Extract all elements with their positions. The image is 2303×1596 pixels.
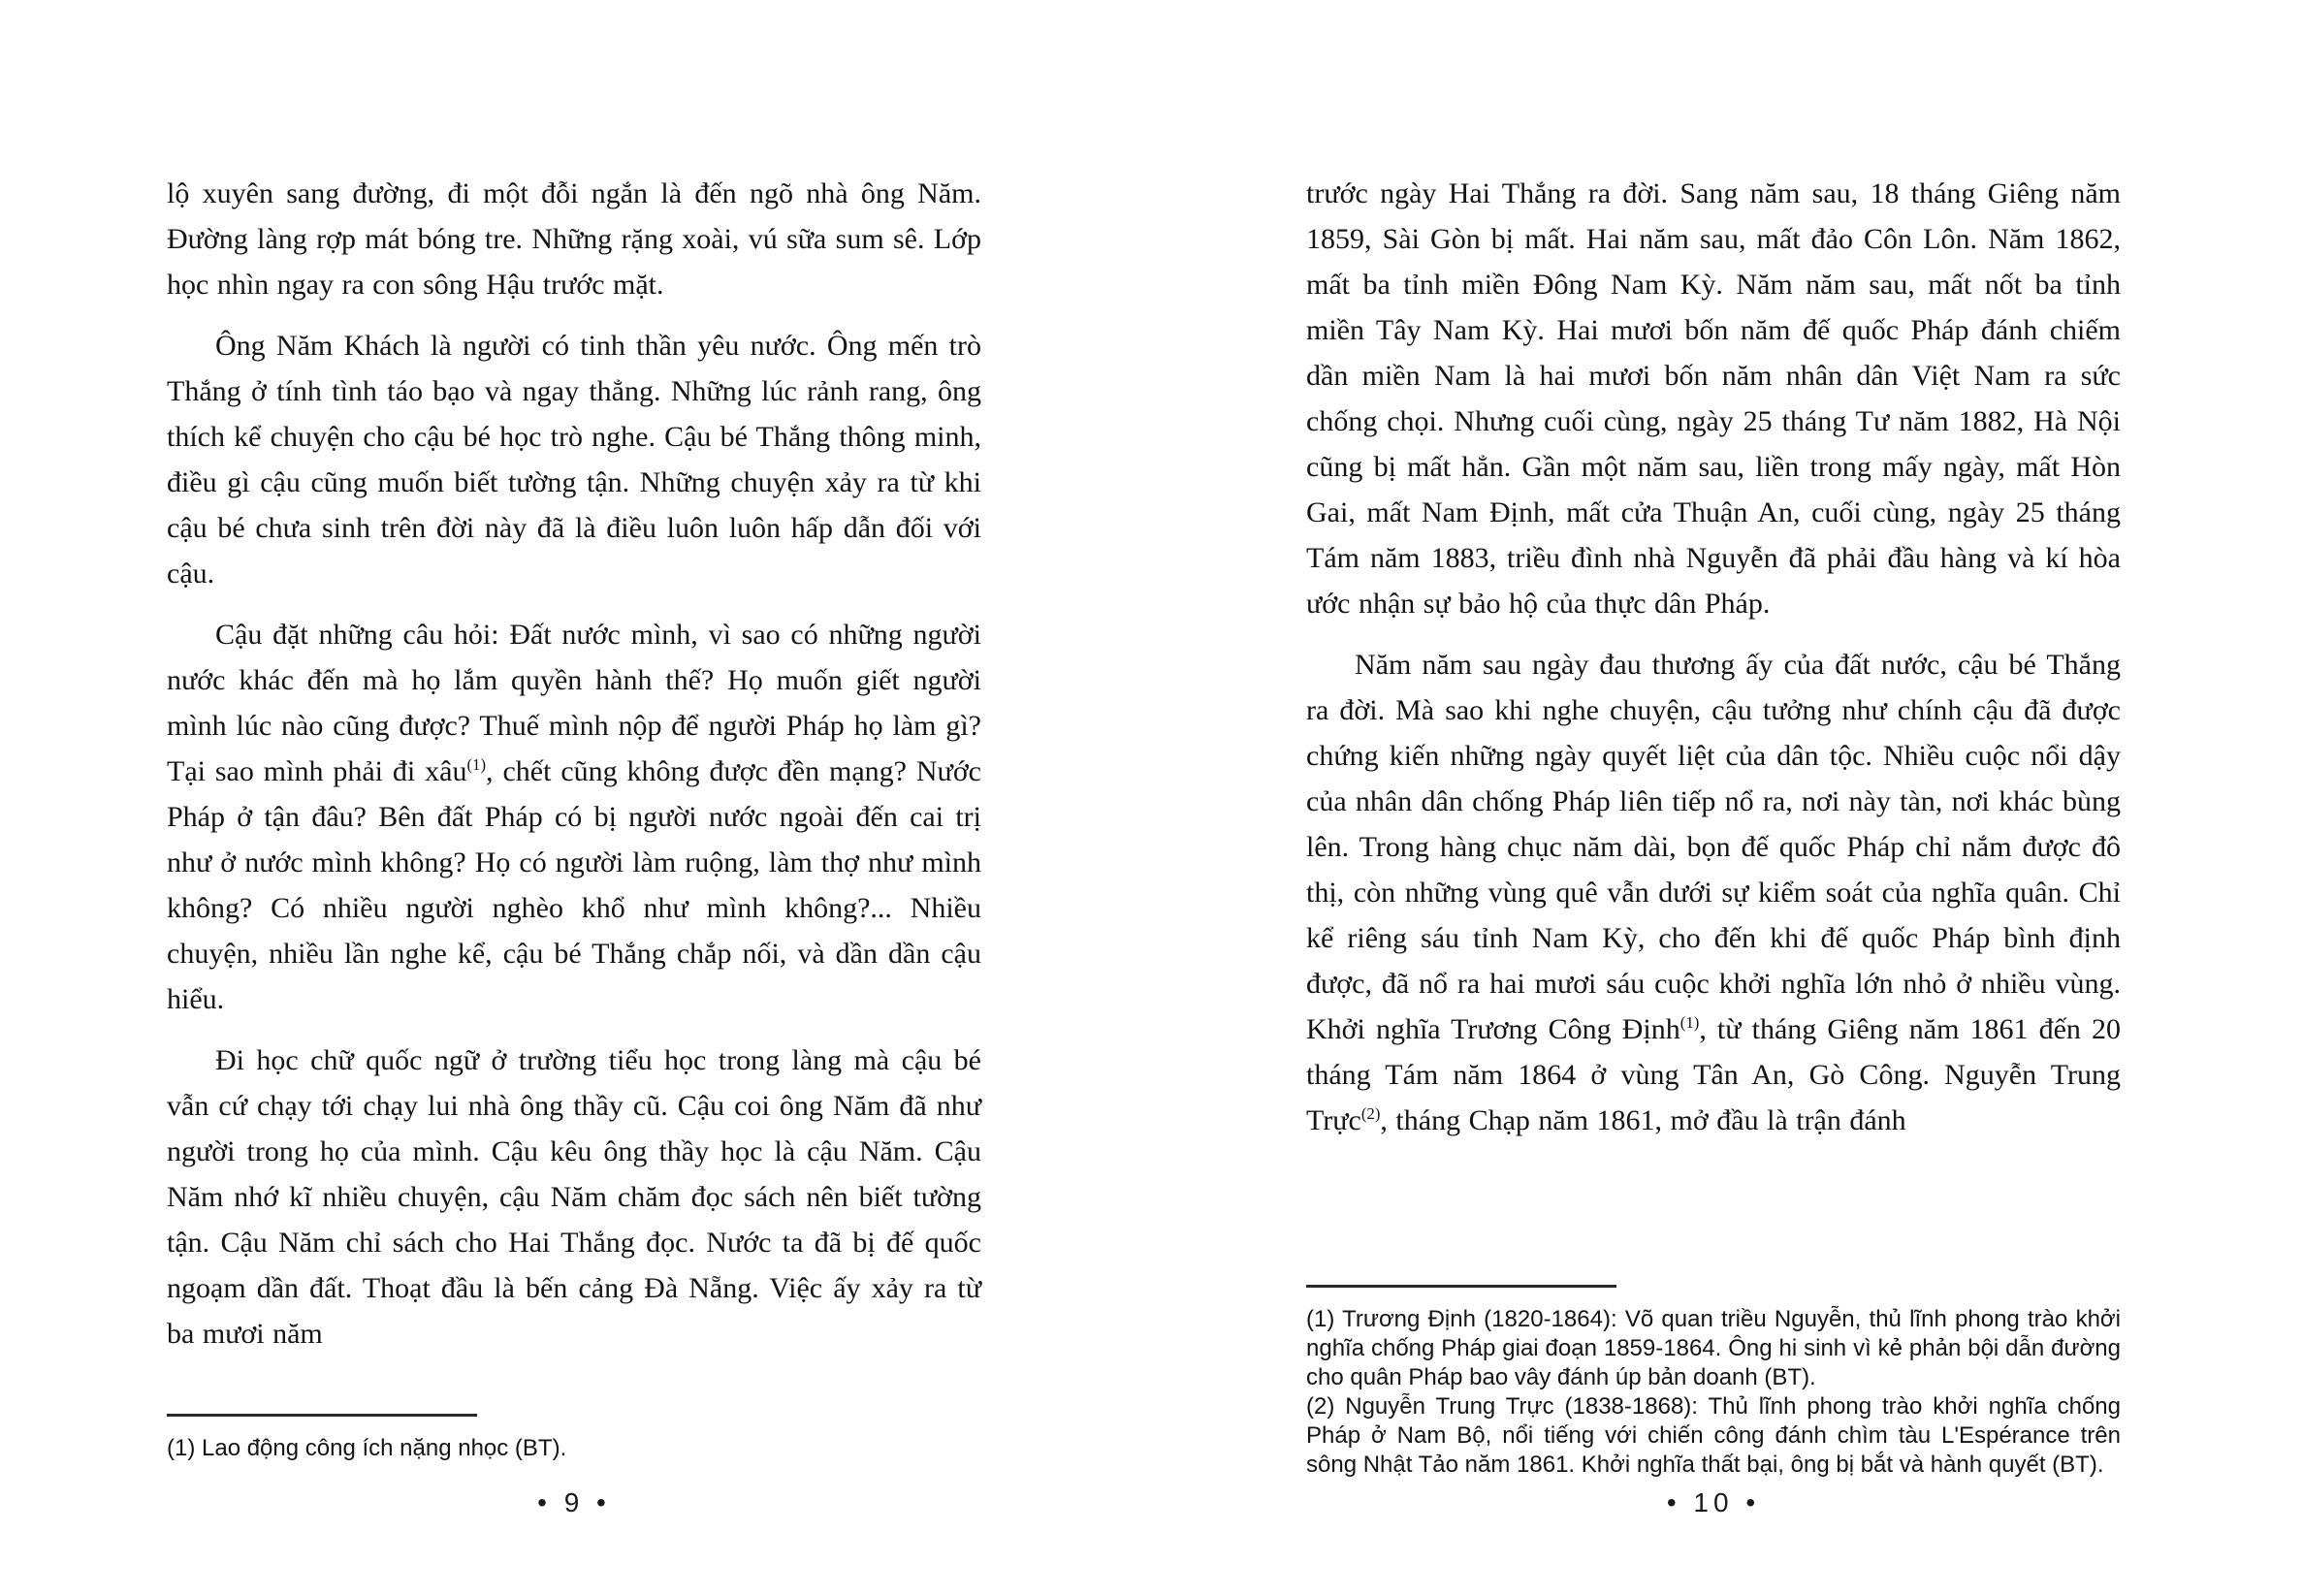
page-number: • 10 • [1666, 1487, 1761, 1517]
footnote: (1) Lao động công ích nặng nhọc (BT). [167, 1435, 567, 1461]
text-run: Năm năm sau ngày đau thương ấy của đất nước, cậu bé Thắng ra đời. Mà sao khi nghe chuyện, cậu tưởng như chính cậu đã được chứng kiến những ngày quyết liệt của dân tộc. Nhiều cuộc nổi dậy của nhân dân chống Pháp liên tiếp nổ ra, nơi này tàn, nơi khác bùng lên. Trong hàng chục năm dài, bọn đế quốc Pháp chỉ nắm được đô thị, còn những vùng quê vẫn dưới sự kiểm soát của nghĩa quân. Chỉ kể riêng sáu tỉnh Nam Kỳ, cho đến khi đế quốc Pháp bình định được, đã nổ ra hai mươi sáu cuộc khởi nghĩa lớn nhỏ ở nhiều vùng. Khởi nghĩa Trương Công Định [1306, 649, 2121, 1045]
footnote-marker: (1) [466, 755, 487, 774]
paragraph [167, 171, 981, 307]
paragraph [1306, 642, 2121, 1143]
footnote-marker: (2) [1360, 1104, 1381, 1123]
paragraph [167, 612, 981, 1022]
footnote: (1) Trương Định (1820-1864): Võ quan triều Nguyễn, thủ lĩnh phong trào khởi nghĩa chống Pháp giai đoạn 1859-1864. Ông hi sinh vì kẻ phản bội dẫn đường cho quân Pháp bao vây đánh úp bản doanh (BT). [1306, 1306, 2121, 1390]
page-9 [167, 171, 981, 1596]
footnote: (2) Nguyễn Trung Trực (1838-1868): Thủ lĩnh phong trào khởi nghĩa chống Pháp ở Nam Bộ, nổi tiếng với chiến công đánh chìm tàu L'Espérance trên sông Nhật Tảo năm 1861. Khởi nghĩa thất bại, ông bị bắt và hành quyết (BT). [1306, 1393, 2121, 1478]
page-10-body [1306, 171, 2121, 1143]
footnote-divider [1306, 1285, 1616, 1288]
page-9-body [167, 171, 981, 1357]
footnote-divider [167, 1414, 477, 1417]
text-run: lộ xuyên sang đường, đi một đỗi ngắn là đến ngõ nhà ông Năm. Đường làng rợp mát bóng tre. Những rặng xoài, vú sữa sum sê. Lớp học nhìn ngay ra con sông Hậu trước mặt. [167, 177, 981, 301]
page-number: • 9 • [537, 1487, 611, 1517]
text-run: , chết cũng không được đền mạng? Nước Pháp ở tận đâu? Bên đất Pháp có bị người nước ngoài đến cai trị như ở nước mình không? Họ có người làm ruộng, làm thợ như mình không? Có nhiều người nghèo khổ như mình không?... Nhiều chuyện, nhiều lần nghe kể, cậu bé Thắng chắp nối, và dần dần cậu hiểu. [167, 755, 981, 1015]
paragraph [167, 323, 981, 596]
text-run: Cậu đặt những câu hỏi: Đất nước mình, vì sao có những người nước khác đến mà họ lắm quyền hành thế? Họ muốn giết người mình lúc nào cũng được? Thuế mình nộp để người Pháp họ làm gì? Tại sao mình phải đi xâu [167, 619, 981, 787]
page-10 [1306, 171, 2121, 1596]
text-run: Ông Năm Khách là người có tinh thần yêu nước. Ông mến trò Thắng ở tính tình táo bạo và ngay thẳng. Những lúc rảnh rang, ông thích kể chuyện cho cậu bé học trò nghe. Cậu bé Thắng thông minh, điều gì cậu cũng muốn biết tường tận. Những chuyện xảy ra từ khi cậu bé chưa sinh trên đời này đã là điều luôn luôn hấp dẫn đối với cậu. [167, 330, 981, 590]
footnote-block [1306, 1285, 2121, 1480]
footnote-marker: (1) [1679, 1013, 1700, 1032]
footnote-block [167, 1414, 981, 1463]
text-run: , từ tháng Giêng năm 1861 đến 20 tháng Tám năm 1864 ở vùng Tân An, Gò Công. Nguyễn Trung Trực [1306, 1013, 2122, 1136]
paragraph [167, 1037, 981, 1357]
text-run: trước ngày Hai Thắng ra đời. Sang năm sau, 18 tháng Giêng năm 1859, Sài Gòn bị mất. Hai năm sau, mất đảo Côn Lôn. Năm 1862, mất ba tỉnh miền Đông Nam Kỳ. Năm năm sau, mất nốt ba tỉnh miền Tây Nam Kỳ. Hai mươi bốn năm đế quốc Pháp đánh chiếm dần miền Nam là hai mươi bốn năm nhân dân Việt Nam ra sức chống chọi. Nhưng cuối cùng, ngày 25 tháng Tư năm 1882, Hà Nội cũng bị mất hẳn. Gần một năm sau, liền trong mấy ngày, mất Hòn Gai, mất Nam Định, mất cửa Thuận An, cuối cùng, ngày 25 tháng Tám năm 1883, triều đình nhà Nguyễn đã phải đầu hàng và kí hòa ước nhận sự bảo hộ của thực dân Pháp. [1306, 177, 2121, 620]
text-run: , tháng Chạp năm 1861, mở đầu là trận đánh [1380, 1104, 1906, 1136]
paragraph [1306, 171, 2121, 626]
text-run: Đi học chữ quốc ngữ ở trường tiểu học trong làng mà cậu bé vẫn cứ chạy tới chạy lui nhà ông thầy cũ. Cậu coi ông Năm đã như người trong họ của mình. Cậu kêu ông thầy học là cậu Năm. Cậu Năm nhớ kĩ nhiều chuyện, cậu Năm chăm đọc sách nên biết tường tận. Cậu Năm chỉ sách cho Hai Thắng đọc. Nước ta đã bị đế quốc ngoạm dần đất. Thoạt đầu là bến cảng Đà Nẵng. Việc ấy xảy ra từ ba mươi năm [167, 1044, 981, 1350]
